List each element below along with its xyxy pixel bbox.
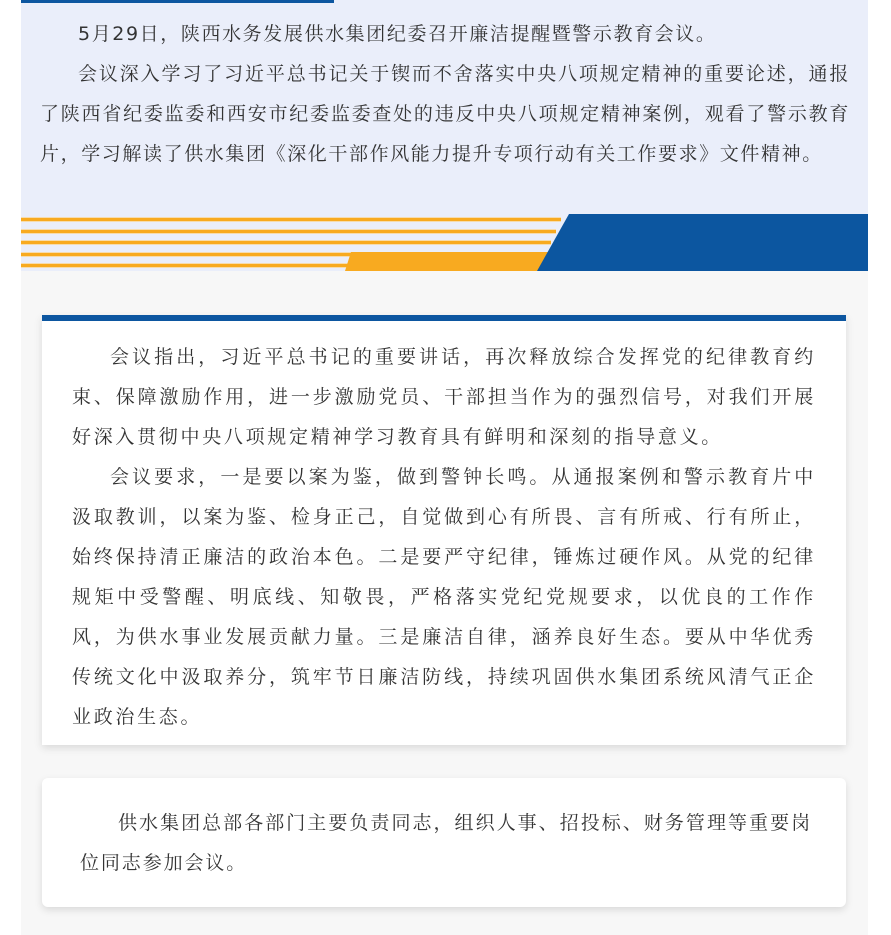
blue-parallelogram	[537, 214, 868, 271]
intro-paragraph: 5月29日，陕西水务发展供水集团纪委召开廉洁提醒暨警示教育会议。	[78, 23, 717, 45]
intro-section	[21, 0, 868, 271]
card-text	[80, 803, 812, 883]
card-text	[72, 337, 816, 737]
meeting-points-card	[42, 315, 846, 745]
intro-paragraph: 会议深入学习了习近平总书记关于锲而不舍落实中央八项规定精神的重要论述，通报了陕西省纪委监委和西安市纪委监委查处的违反中央八项规定精神案例，观看了警示教育片，学习解读了供水集团《深化干部作风能力提升专项行动有关工作要求》文件精神。	[40, 63, 850, 165]
attendees-card	[42, 778, 846, 907]
orange-parallelogram	[345, 252, 551, 271]
decor-parallelograms	[21, 0, 868, 271]
card-paragraph: 会议要求，一是要以案为鉴，做到警钟长鸣。从通报案例和警示教育片中汲取教训，以案为鉴、检身正己，自觉做到心有所畏、言有所戒、行有所止，始终保持清正廉洁的政治本色。二是要严守纪律，锤炼过硬作风。从党的纪律规矩中受警醒、明底线、知敬畏，严格落实党纪党规要求，以优良的工作作风，为供水事业发展贡献力量。三是廉洁自律，涵养良好生态。要从中华优秀传统文化中汲取养分，筑牢节日廉洁防线，持续巩固供水集团系统风清气正企业政治生态。	[72, 466, 816, 728]
article-column	[21, 0, 868, 935]
card-paragraph: 供水集团总部各部门主要负责同志，组织人事、招投标、财务管理等重要岗位同志参加会议。	[80, 812, 812, 874]
card-paragraph: 会议指出，习近平总书记的重要讲话，再次释放综合发挥党的纪律教育约束、保障激励作用，进一步激励党员、干部担当作为的强烈信号，对我们开展好深入贯彻中央八项规定精神学习教育具有鲜明和深刻的指导意义。	[72, 346, 816, 448]
